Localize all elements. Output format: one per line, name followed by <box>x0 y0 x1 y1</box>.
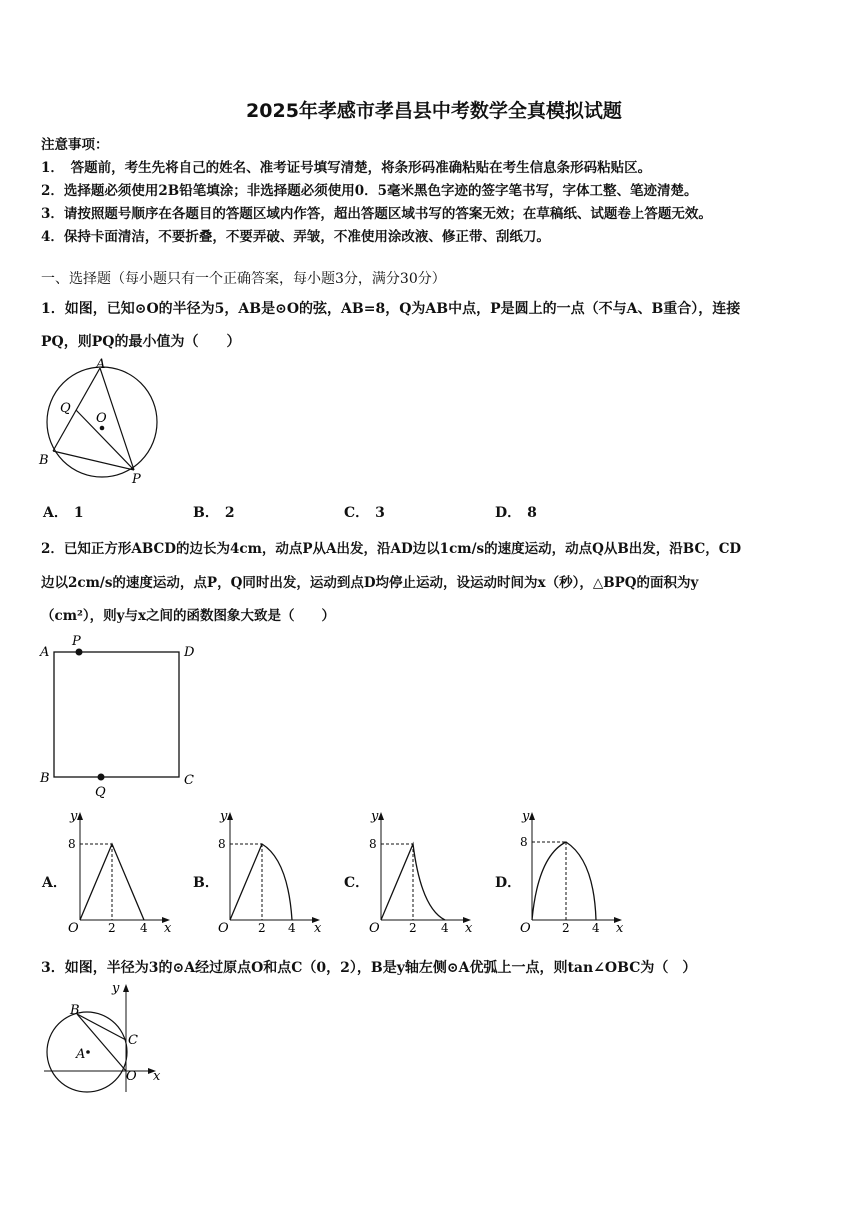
y-arrow <box>123 984 129 992</box>
q2-option-b-label[interactable]: B． <box>193 875 219 891</box>
point-q-dot <box>98 774 105 781</box>
notice-item-2: 2．选择题必须使用2B铅笔填涂；非选择题必须使用0．5毫米黑色字迹的签字笔书写，字体工整、笔迹清楚。 <box>41 183 698 199</box>
q1-option-b-label: B． <box>193 505 219 521</box>
y-arrow <box>77 812 83 820</box>
y-label: y <box>220 809 228 824</box>
label-p: P <box>72 634 81 649</box>
q2-text-line2: 边以2cm/s的速度运动，点P，Q同时出发，运动到点D均停止运动，设运动时间为x（秒），△BPQ的面积为y <box>41 575 699 591</box>
q1-option-c-value: 3 <box>375 505 385 521</box>
center-o-dot <box>100 426 105 431</box>
notice-item-1: 1． 答题前，考生先将自己的姓名、准考证号填写清楚，将条形码准确粘贴在考生信息条形码粘贴区。 <box>41 160 652 176</box>
point-p-dot <box>76 649 83 656</box>
tick-4: 4 <box>592 921 600 935</box>
y-arrow <box>378 812 384 820</box>
q1-text-line1: 1．如图，已知⊙O的半径为5，AB是⊙O的弦，AB=8，Q为AB中点，P是圆上的一点（不与A、B重合），连接 <box>41 301 741 317</box>
page-title: 2025年孝感市孝昌县中考数学全真模拟试题 <box>246 100 622 122</box>
notice-item-4: 4．保持卡面清洁，不要折叠，不要弄破、弄皱，不准使用涂改液、修正带、刮纸刀。 <box>41 229 550 245</box>
q1-option-a-label: A． <box>43 505 68 521</box>
q1-option-d-label: D． <box>495 505 522 521</box>
x-label: x <box>314 921 322 936</box>
q2-option-c-label[interactable]: C． <box>344 875 370 891</box>
x-label: x <box>465 921 473 936</box>
origin-label: O <box>68 921 79 936</box>
q2-text-line1: 2．已知正方形ABCD的边长为4cm，动点P从A出发，沿AD边以1cm/s的速度运动，动点Q从B出发，沿BC，CD <box>41 541 742 557</box>
tick-2: 2 <box>258 921 266 935</box>
label-a: A <box>96 357 106 372</box>
label-a: A <box>40 645 50 660</box>
q3-text-line1: 3．如图，半径为3的⊙A经过原点O和点C（0，2），B是y轴左侧⊙A优弧上一点，则tan∠OBC为（ ） <box>41 960 697 976</box>
y-arrow <box>227 812 233 820</box>
tick-8: 8 <box>520 835 528 849</box>
tick-8: 8 <box>218 837 226 851</box>
label-o: O <box>126 1069 137 1084</box>
q1-option-a[interactable] <box>43 502 84 522</box>
q1-option-a-value: 1 <box>73 505 84 521</box>
tick-8: 8 <box>68 837 76 851</box>
label-b: B <box>70 1003 80 1018</box>
x-label: x <box>616 921 624 936</box>
q2-graph-b <box>212 808 332 938</box>
label-o: O <box>96 411 107 426</box>
q1-option-c-label: C． <box>344 505 370 521</box>
label-d: D <box>184 645 195 660</box>
q2-graph-c <box>363 808 483 938</box>
segment-bp <box>53 451 134 470</box>
q2-graph-a <box>62 808 182 938</box>
label-x: x <box>153 1069 161 1084</box>
q2-text-line3: （cm²），则y与x之间的函数图象大致是（ ） <box>41 608 336 624</box>
origin-label: O <box>218 921 229 936</box>
x-label: x <box>164 921 172 936</box>
tick-4: 4 <box>288 921 296 935</box>
q1-option-b[interactable] <box>193 502 235 522</box>
curve <box>532 842 596 920</box>
q2-option-a-label[interactable]: A． <box>42 875 67 891</box>
q1-option-d[interactable] <box>495 502 537 522</box>
origin-label: O <box>520 921 531 936</box>
tick-2: 2 <box>108 921 116 935</box>
y-label: y <box>522 809 530 824</box>
tick-2: 2 <box>409 921 417 935</box>
label-a: A <box>76 1047 86 1062</box>
label-b: B <box>39 453 49 468</box>
y-label: y <box>371 809 379 824</box>
q1-option-d-value: 8 <box>527 505 537 521</box>
q1-text-line2: PQ，则PQ的最小值为（ ） <box>41 334 241 350</box>
tick-2: 2 <box>562 921 570 935</box>
center-a-dot <box>86 1050 90 1054</box>
y-arrow <box>529 812 535 820</box>
section-heading: 一、选择题（每小题只有一个正确答案，每小题3分，满分30分） <box>41 271 446 287</box>
square-abcd <box>54 652 179 777</box>
segment-bo <box>77 1014 126 1071</box>
q1-option-b-value: 2 <box>224 505 235 521</box>
q3-figure <box>40 980 180 1098</box>
label-q: Q <box>95 785 106 800</box>
q2-graph-d <box>514 808 634 938</box>
curve <box>230 844 292 920</box>
q2-square-figure <box>36 632 206 802</box>
q1-option-c[interactable] <box>344 502 385 522</box>
label-y: y <box>112 981 120 996</box>
y-label: y <box>70 809 78 824</box>
tick-4: 4 <box>441 921 449 935</box>
q1-figure <box>36 356 166 488</box>
origin-label: O <box>369 921 380 936</box>
notice-heading: 注意事项： <box>41 137 109 153</box>
label-b: B <box>40 771 50 786</box>
label-q: Q <box>60 401 71 416</box>
q2-option-d-label[interactable]: D． <box>495 875 522 891</box>
tick-4: 4 <box>140 921 148 935</box>
tick-8: 8 <box>369 837 377 851</box>
label-c: C <box>184 773 194 788</box>
label-p: P <box>132 472 141 487</box>
label-c: C <box>128 1033 138 1048</box>
notice-item-3: 3．请按照题号顺序在各题目的答题区域内作答，超出答题区域书写的答案无效；在草稿纸、试题卷上答题无效。 <box>41 206 712 222</box>
